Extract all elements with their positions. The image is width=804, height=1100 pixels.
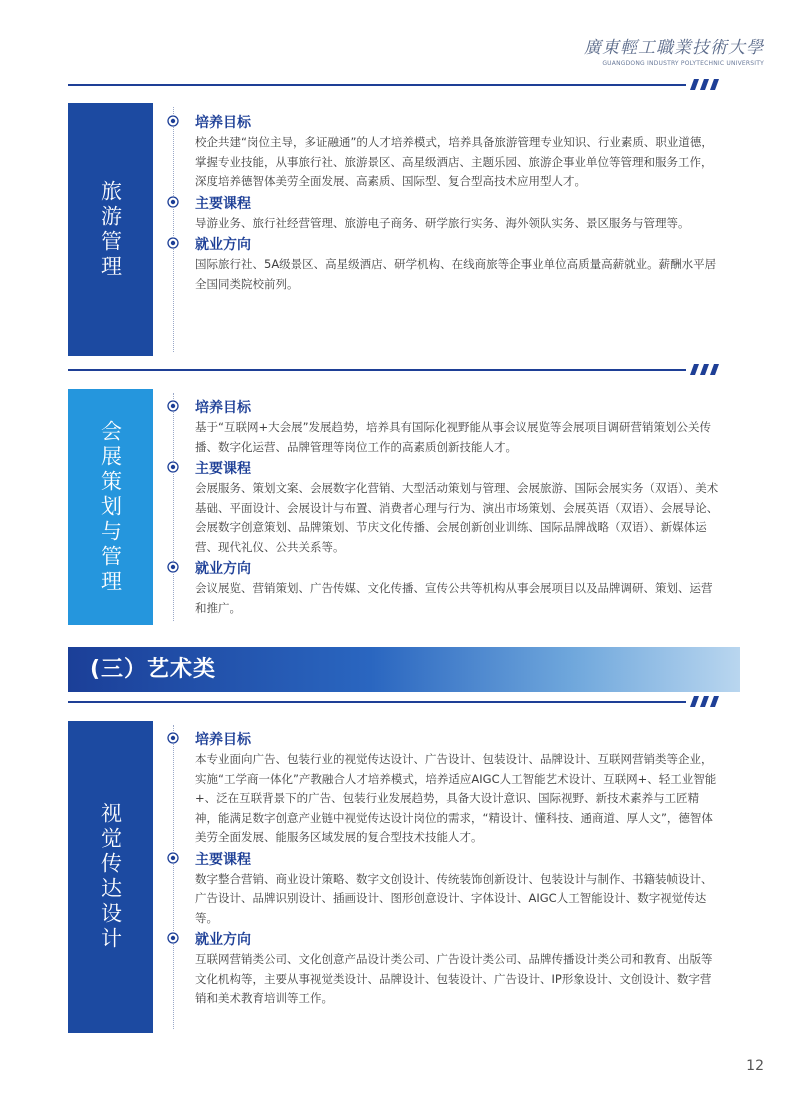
target-bullet-icon — [167, 852, 179, 864]
block-heading: 就业方向 — [195, 237, 251, 253]
section-divider — [68, 77, 720, 93]
block-heading: 主要课程 — [195, 851, 251, 868]
block-heading: 就业方向 — [195, 932, 251, 948]
timeline-line — [173, 107, 174, 352]
slash-decoration-icon — [690, 364, 720, 375]
block-heading: 培养目标 — [195, 115, 251, 131]
section-title: 旅游管理 — [98, 179, 123, 280]
logo-english: GUANGDONG INDUSTRY POLYTECHNIC UNIVERSITY — [602, 60, 764, 67]
block-heading: 主要课程 — [195, 461, 251, 477]
block-text: 会展服务、策划文案、会展数字化营销、大型活动策划与管理、会展旅游、国际会展实务（双语）、美术基础、平面设计、会展设计与布置、消费者心理与行为、演出市场策划、会展英语（双语）、会展导论、会展数字创意策划、品牌策划、节庆文化传播、会展创新创业训练、国际品牌战略（双语）、新媒体运营、现代礼仪、公共关系等。 — [195, 481, 719, 554]
section-title: 会展策划与管理 — [98, 419, 123, 595]
category-banner — [68, 647, 740, 692]
slash-decoration-icon — [690, 79, 720, 90]
target-bullet-icon — [167, 561, 179, 573]
major-section-visual-design — [68, 721, 728, 1033]
section-divider — [68, 362, 720, 378]
logo-chinese: 廣東輕工職業技術大學 — [584, 38, 764, 58]
target-bullet-icon — [167, 196, 179, 208]
target-bullet-icon — [167, 461, 179, 473]
block-heading: 主要课程 — [195, 195, 251, 212]
training-goal-block — [195, 113, 721, 192]
employment-block — [195, 559, 721, 618]
category-title: (三）艺术类 — [90, 657, 217, 682]
section-title: 视觉传达设计 — [98, 802, 123, 952]
block-heading: 就业方向 — [195, 561, 251, 577]
major-section-tourism — [68, 103, 728, 356]
timeline-line — [173, 725, 174, 1029]
university-logo — [584, 38, 764, 68]
block-text: 互联网营销类公司、文化创意产品设计类公司、广告设计类公司、品牌传播设计类公司和教育、出版等文化机构等，主要从事视觉类设计、品牌设计、包装设计、广告设计、IP形象设计、文创设计、数字营销和美术教育培训等工作。 — [195, 952, 713, 1005]
section-side-panel — [68, 103, 153, 356]
main-courses-block — [195, 194, 721, 234]
block-text: 校企共建“岗位主导，多证融通”的人才培养模式，培养具备旅游管理专业知识、行业素质、职业道德，掌握专业技能，从事旅行社、旅游景区、高星级酒店、主题乐园、旅游企事业单位等管理和服务工作，深度培养德智体美劳全面发展、高素质、国际型、复合型高技术应用型人才。 — [195, 135, 713, 188]
page-number: 12 — [746, 1058, 764, 1074]
employment-block — [195, 930, 721, 1009]
section-side-panel — [68, 389, 153, 625]
timeline-line — [173, 393, 174, 621]
training-goal-block — [195, 730, 721, 848]
block-text: 导游业务、旅行社经营管理、旅游电子商务、研学旅行实务、海外领队实务、景区服务与管理等。 — [195, 215, 690, 230]
main-courses-block — [195, 850, 721, 929]
slash-decoration-icon — [690, 696, 720, 707]
block-heading: 培养目标 — [195, 732, 251, 748]
training-goal-block — [195, 398, 721, 457]
block-text: 国际旅行社、5A级景区、高星级酒店、研学机构、在线商旅等企事业单位高质量高薪就业。薪酬水平居全国同类院校前列。 — [195, 257, 717, 291]
section-divider — [68, 694, 720, 710]
target-bullet-icon — [167, 932, 179, 944]
target-bullet-icon — [167, 732, 179, 744]
target-bullet-icon — [167, 115, 179, 127]
block-text: 数字整合营销、商业设计策略、数字文创设计、传统装饰创新设计、包装设计与制作、书籍装帧设计、广告设计、品牌识别设计、插画设计、图形创意设计、字体设计、AIGC人工智能设计、数字视觉传达等。 — [195, 871, 713, 925]
major-section-exhibition — [68, 389, 728, 625]
block-text: 会议展览、营销策划、广告传媒、文化传播、宣传公共等机构从事会展项目以及品牌调研、策划、运营和推广。 — [195, 581, 713, 615]
block-text: 基于“互联网+大会展”发展趋势，培养具有国际化视野能从事会议展览等会展项目调研营销策划公关传播、数字化运营、品牌管理等岗位工作的高素质创新技能人才。 — [195, 420, 712, 454]
block-text: 本专业面向广告、包装行业的视觉传达设计、广告设计、包装设计、品牌设计、互联网营销类等企业，实施“工学商一体化”产教融合人才培养模式，培养适应AIGC人工智能艺术设计、互联网+、轻工业智能+、泛在互联背景下的广告、包装行业发展趋势，具备大设计意识、国际视野、新技术素养与工匠精神，能满足数字创意产业链中视觉传达设计岗位的需求，“精设计、懂科技、通商道、厚人文”，德智体美劳全面发展、能服务区域发展的复合型技术技能人才。 — [195, 752, 717, 844]
main-courses-block — [195, 459, 721, 557]
section-side-panel — [68, 721, 153, 1033]
employment-block — [195, 235, 721, 294]
target-bullet-icon — [167, 400, 179, 412]
target-bullet-icon — [167, 237, 179, 249]
block-heading: 培养目标 — [195, 400, 251, 416]
